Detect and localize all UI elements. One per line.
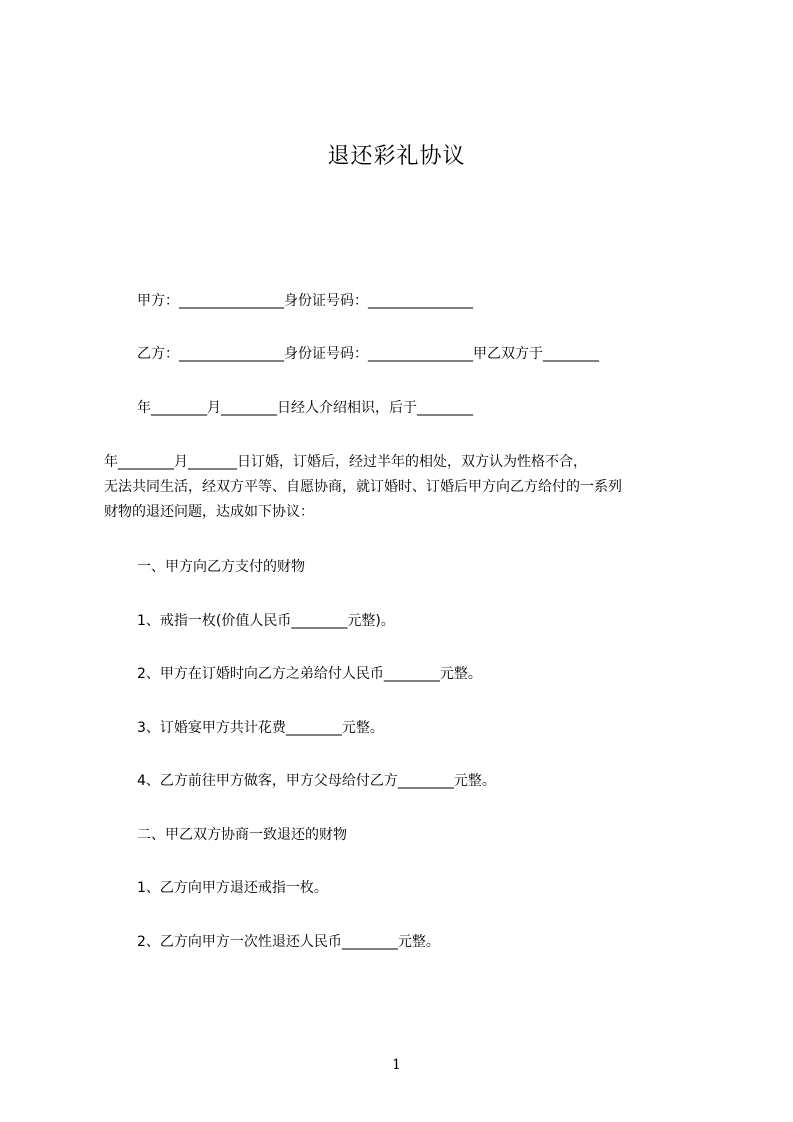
party-b-line: 乙方：_______________身份证号码：_______________甲乙双方于________ [137,346,599,362]
section-2-item-2: 2、乙方向甲方一次性退还人民币________元整。 [137,934,440,950]
intro-date-line: 年________月________日经人介绍相识，后于________ [137,400,473,416]
section-2-heading: 二、甲乙双方协商一致退还的财物 [137,827,347,843]
section-1-item-3: 3、订婚宴甲方共计花费________元整。 [137,720,384,736]
section-1-item-1: 1、戒指一枚(价值人民币________元整)。 [137,613,395,629]
intro-paragraph-line-1: 年________月_______日订婚，订婚后，经过半年的相处，双方认为性格不合， [104,454,587,470]
party-a-line: 甲方：_______________身份证号码：_______________ [137,293,473,309]
section-2-item-1: 1、乙方向甲方退还戒指一枚。 [137,880,328,896]
intro-paragraph-line-2: 无法共同生活，经双方平等、自愿协商，就订婚时、订婚后甲方向乙方给付的一系列 [104,479,622,495]
intro-paragraph [104,450,698,525]
section-1-heading: 一、甲方向乙方支付的财物 [137,559,305,575]
section-1-item-4: 4、乙方前往甲方做客，甲方父母给付乙方________元整。 [137,773,496,789]
document-title: 退还彩礼协议 [327,144,466,169]
page-number: 1 [392,1057,401,1073]
section-1-item-2: 2、甲方在订婚时向乙方之弟给付人民币________元整。 [137,666,482,682]
intro-paragraph-line-3: 财物的退还问题，达成如下协议： [104,504,314,520]
